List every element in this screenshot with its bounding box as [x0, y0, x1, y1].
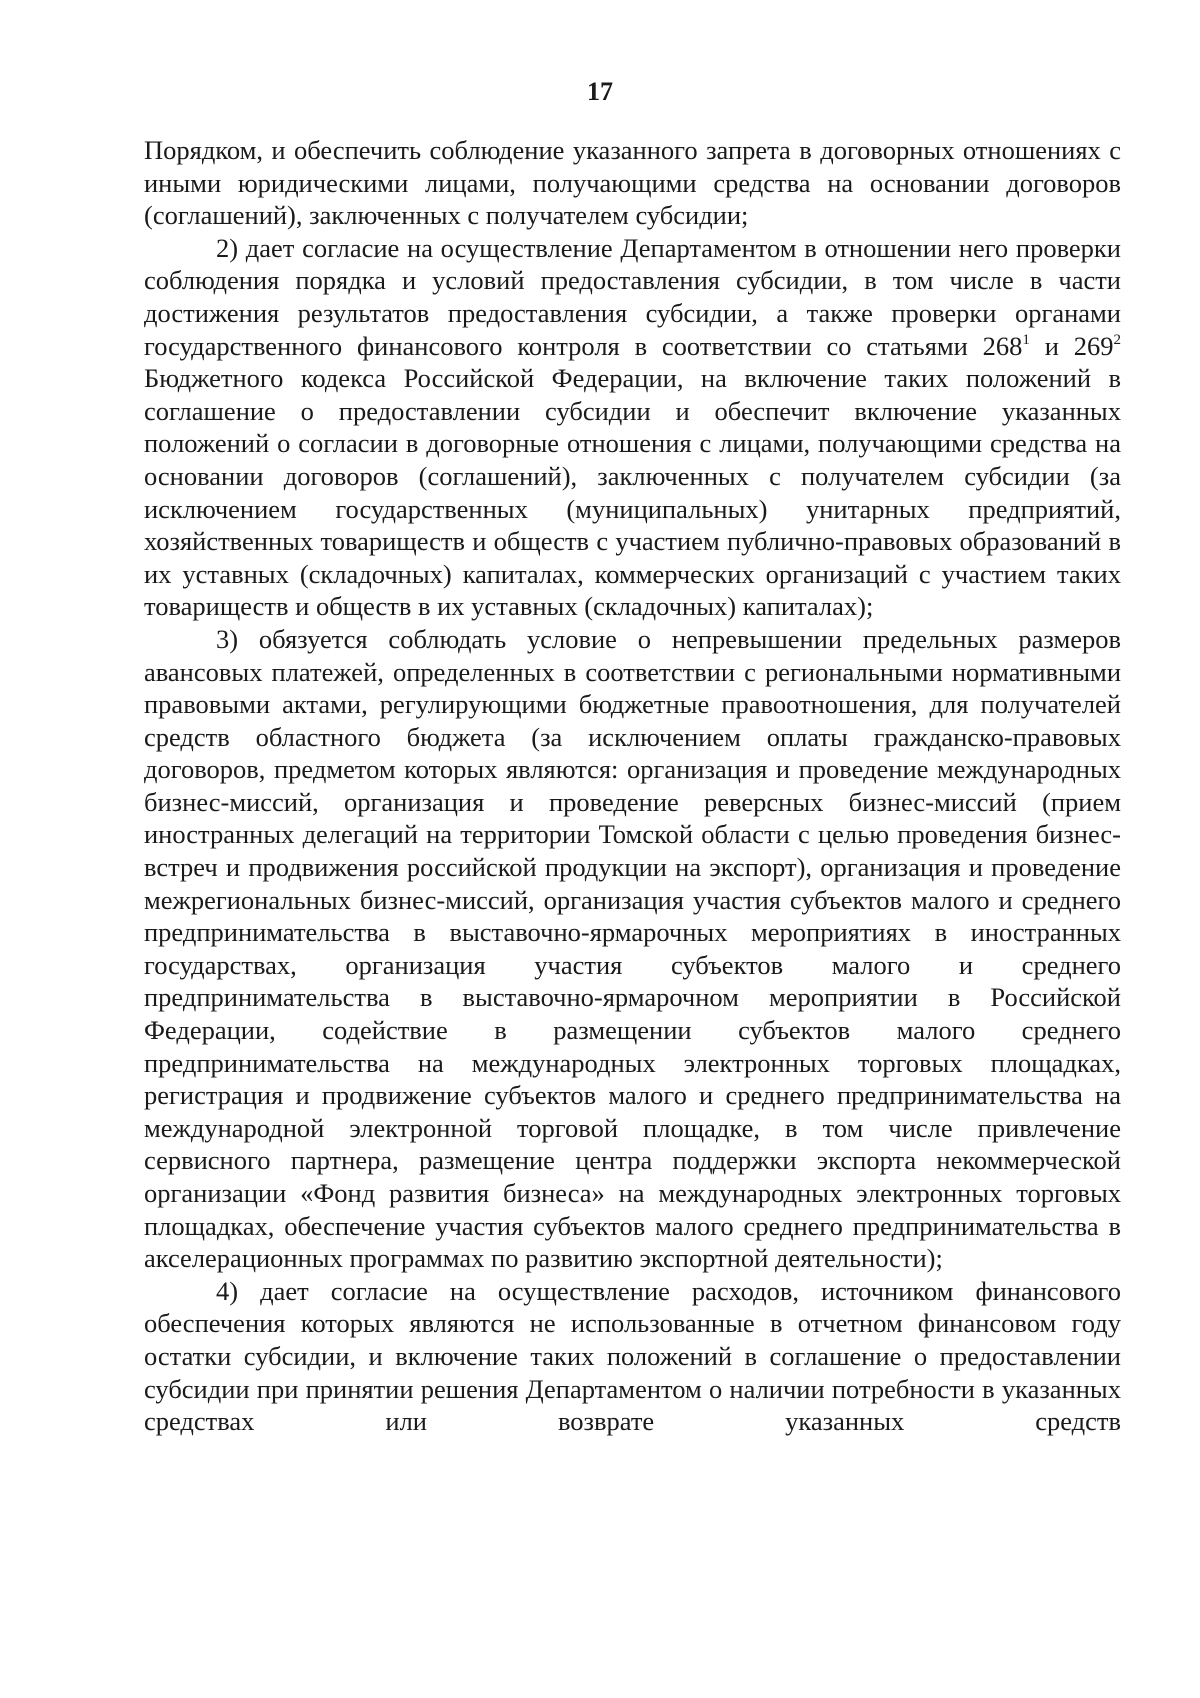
paragraph-3: 3) обязуется соблюдать условие о непревышении предельных размеров авансовых платежей, определенных в соответствии с региональными нормативными правовыми актами, регулирующими бюджетные правоотношения, для получателей средств областного бюджета (за исключением оплаты гражданско-правовых договоров, предметом которых являются: организация и проведение международных бизнес-миссий, организация и проведение реверсных бизнес-миссий (прием иностранных делегаций на территории Томской области с целью проведения бизнес-встреч и продвижения российской продукции на экспорт), организация и проведение межрегиональных бизнес-миссий, организация участия субъектов малого и среднего предпринимательства в выставочно-ярмарочных мероприятиях в иностранных государствах, организация участия субъектов малого и среднего предпринимательства в выставочно-ярмарочном мероприятии в Российской Федерации, содействие в размещении субъектов малого среднего предпринимательства на международных электронных торговых площадках, регистрация и продвижение субъектов малого и среднего предпринимательства на международной электронной торговой площадке, в том числе привлечение сервисного партнера, размещение центра поддержки экспорта некоммерческой организации «Фонд развития бизнеса» на международных электронных торговых площадках, обеспечение участия субъектов малого среднего предпринимательства в акселерационных программах по развитию экспортной деятельности);: [144, 623, 1121, 1274]
paragraph-4: 4) дает согласие на осуществление расходов, источником финансового обеспечения которых являются не использованные в отчетном финансовом году остатки субсидии, и включение таких положений в соглашение о предоставлении субсидии при принятии решения Департаментом о наличии потребности в указанных средствах или возврате указанных средств: [144, 1275, 1121, 1437]
paragraph-2-text-b: и 269: [1029, 330, 1114, 361]
paragraph-1: Порядком, и обеспечить соблюдение указанного запрета в договорных отношениях с иными юридическими лицами, получающими средства на основании договоров (соглашений), заключенных с получателем субсидии;: [144, 135, 1121, 231]
page-number: 17: [587, 77, 613, 106]
paragraph-2: [144, 232, 1121, 623]
article-superscript-2: 2: [1113, 331, 1121, 348]
paragraph-2-text-c: Бюджетного кодекса Российской Федерации, на включение таких положений в соглашение о предоставлении субсидии и обеспечит включение указанных положений о согласии в договорные отношения с лицами, получающими средства на основании договоров (соглашений), заключенных с получателем субсидии (за исключением государственных (муниципальных) унитарных предприятий, хозяйственных товариществ и обществ с участием публично-правовых образований в их уставных (складочных) капиталах, коммерческих организаций с участием таких товариществ и обществ в их уставных (складочных) капиталах);: [144, 363, 1121, 622]
paragraph-2-text-a: 2) дает согласие на осуществление Департаментом в отношении него проверки соблюдения порядка и условий предоставления субсидии, в том числе в части достижения результатов предоставления субсидии, а также проверки органами государственного финансового контроля в соответствии со статьями 268: [144, 232, 1121, 361]
document-body: [144, 134, 1121, 1438]
article-superscript-1: 1: [1022, 331, 1030, 348]
